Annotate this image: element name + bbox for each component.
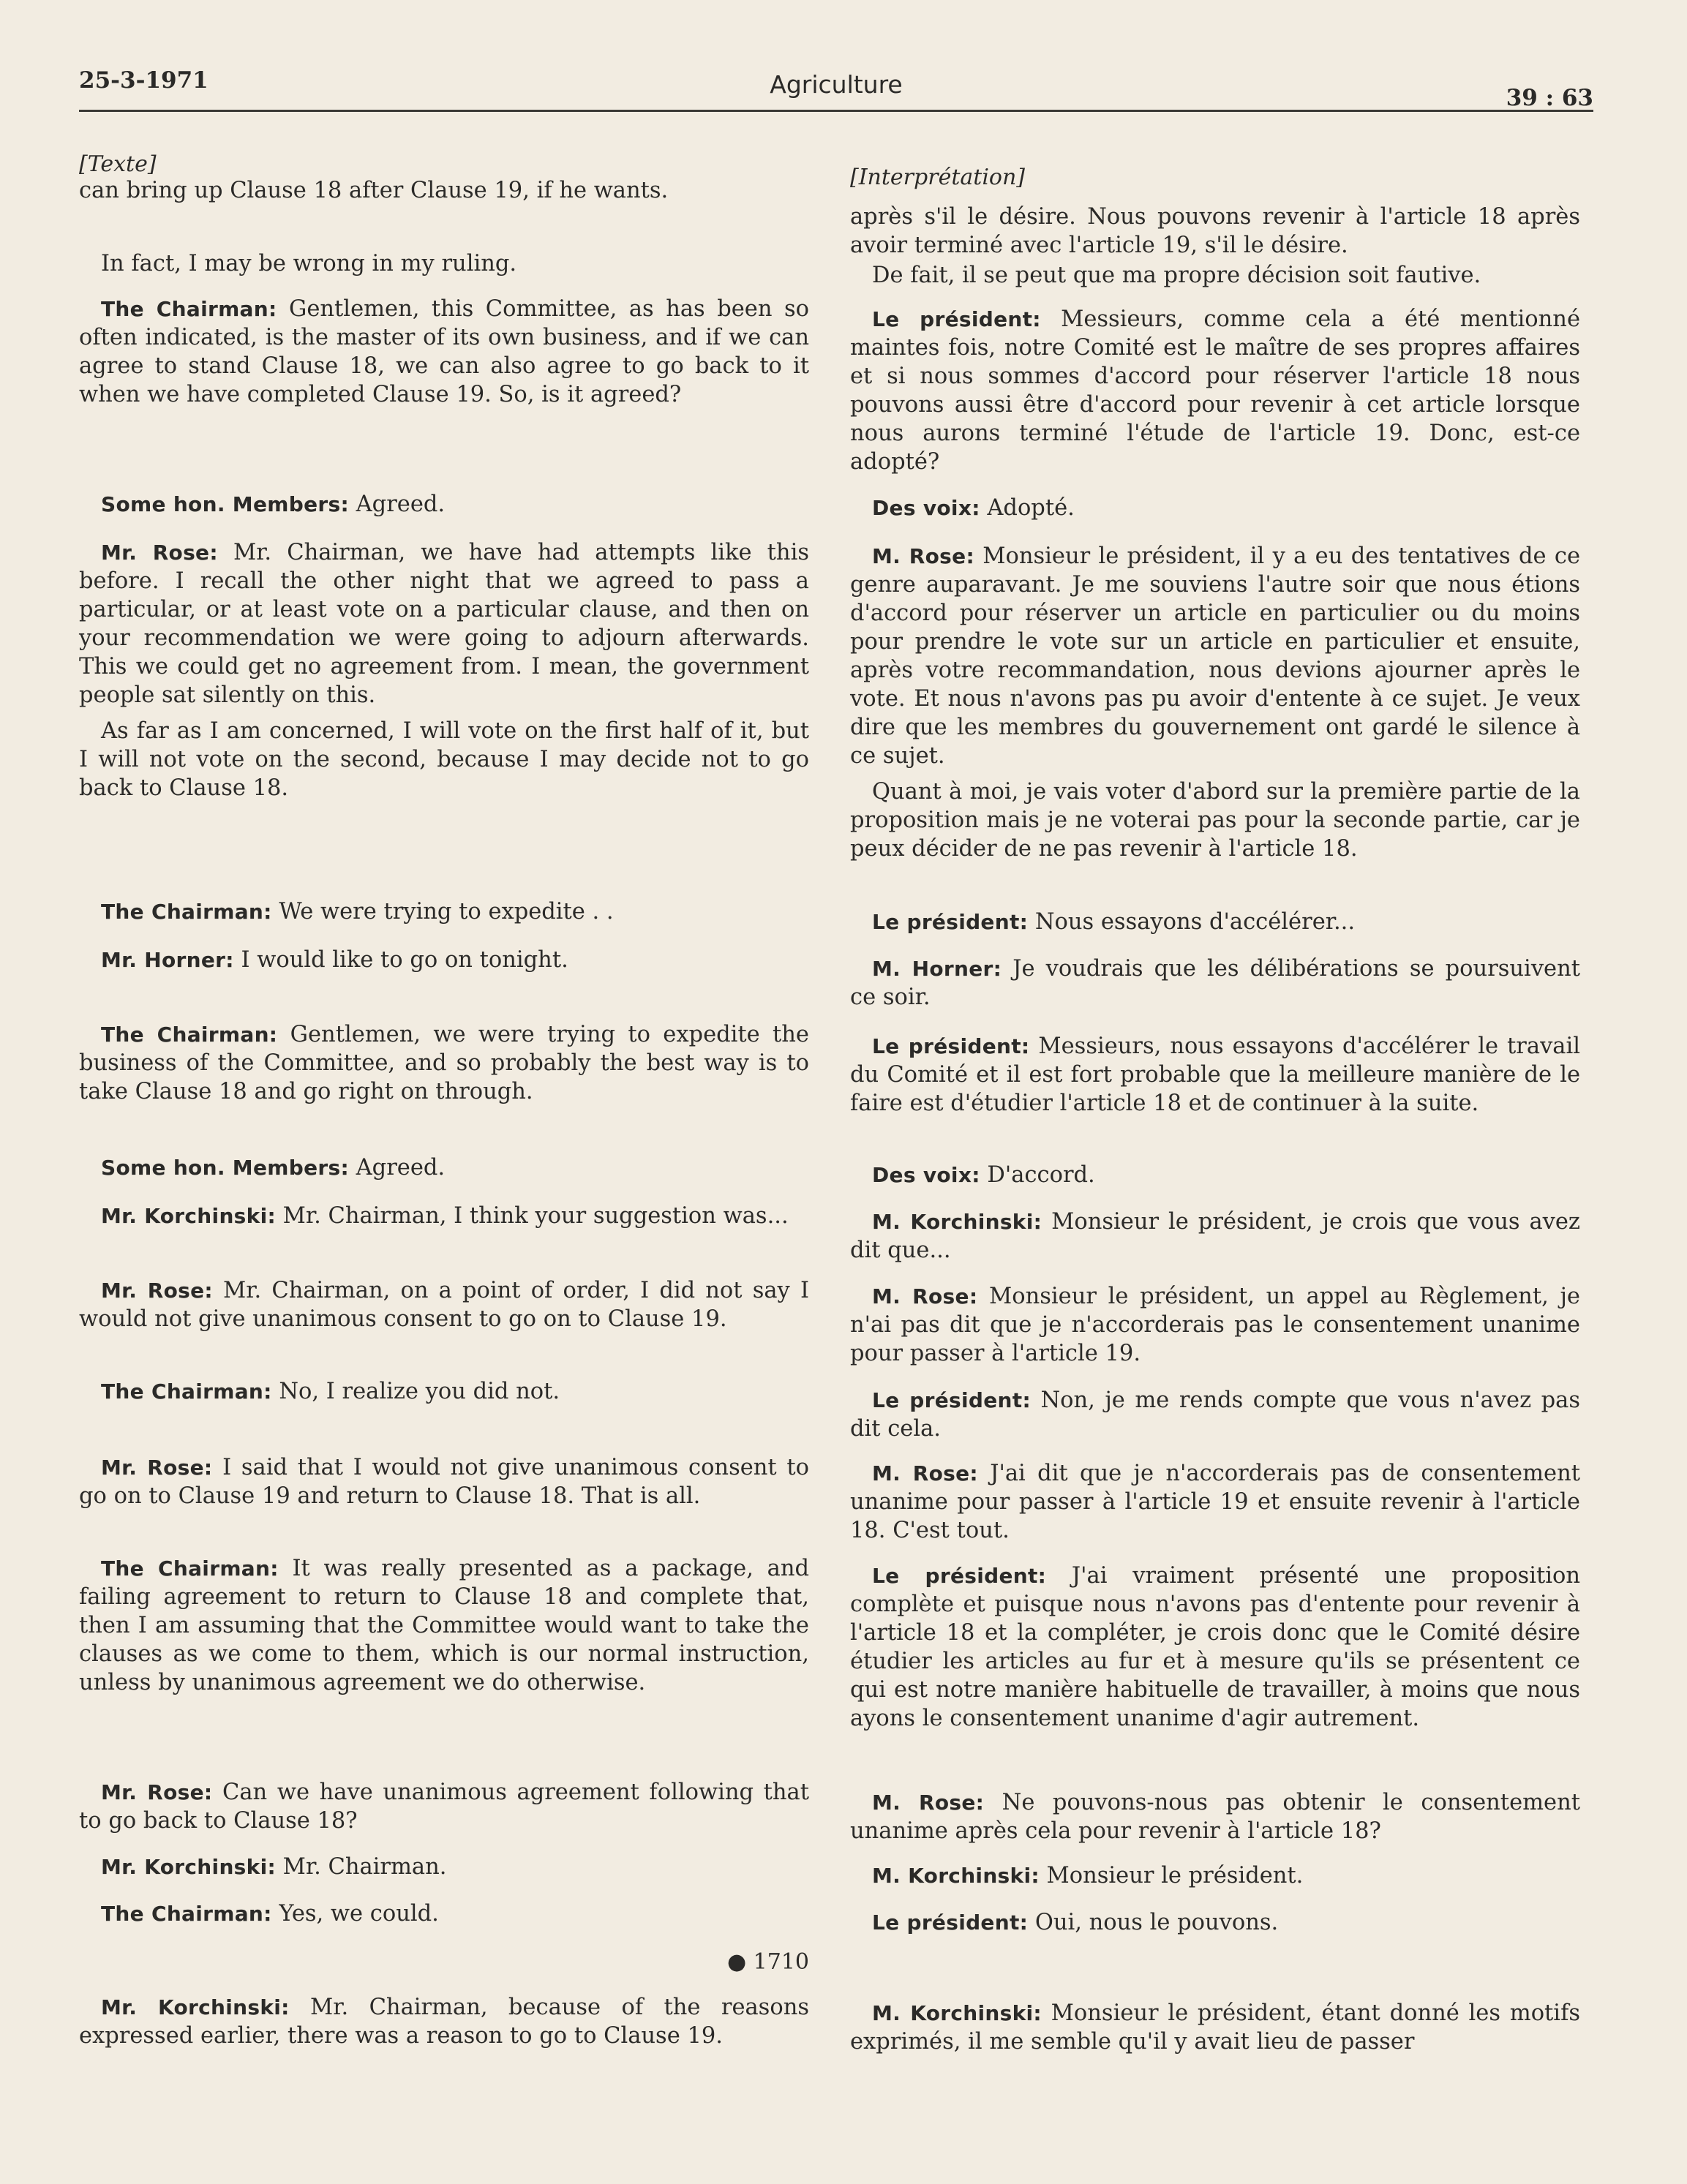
speaker-name: The Chairman: (101, 1379, 272, 1404)
speaker-name: Mr. Horner: (101, 948, 234, 972)
speaker-name: Mr. Rose: (101, 1456, 213, 1480)
speaker-name: Mr. Korchinski: (101, 1204, 276, 1228)
speaker-name: The Chairman: (101, 1023, 278, 1047)
speaker-paragraph: Some hon. Members: Agreed. (101, 492, 446, 517)
speaker-name: The Chairman: (101, 297, 277, 321)
speaker-name: The Chairman: (101, 1556, 279, 1581)
speaker-paragraph: Mr. Rose: Mr. Chairman, on a point of order, I did not say I would not give unanimous consent to go on to Clause 19. (79, 1278, 809, 1332)
speaker-name: Des voix: (872, 1163, 980, 1187)
speaker-paragraph: M. Rose: Ne pouvons-nous pas obtenir le consentement unanime après cela pour revenir à l'article 18? (850, 1790, 1580, 1844)
speaker-name: Le président: (872, 1564, 1047, 1588)
speaker-paragraph: Mr. Rose: Can we have unanimous agreement following that to go back to Clause 18? (79, 1780, 809, 1834)
paragraph: De fait, il se peut que ma propre décision soit fautive. (872, 263, 1481, 288)
speaker-name: M. Rose: (872, 1284, 978, 1308)
time-marker: ● 1710 (726, 1949, 809, 1975)
header-page-number: 39 : 63 (1506, 85, 1593, 111)
speaker-paragraph: The Chairman: We were trying to expedite . . (101, 899, 614, 925)
speaker-name: Le président: (872, 910, 1029, 934)
speaker-paragraph: The Chairman: Gentlemen, this Committee, as has been so often indicated, is the master of its own business, and if we can agree to stand Clause 18, we can also agree to go back to it when we have completed Clause 19. So, is it agreed? (79, 296, 810, 407)
speaker-name: The Chairman: (101, 1902, 272, 1926)
paragraph: après s'il le désire. Nous pouvons revenir à l'article 18 après avoir terminé avec l'article 19, s'il le désire. (850, 204, 1580, 258)
speaker-paragraph: Des voix: D'accord. (872, 1162, 1095, 1188)
paragraph: In fact, I may be wrong in my ruling. (101, 251, 517, 276)
speaker-name: M. Horner: (872, 957, 1002, 981)
speaker-name: M. Korchinski: (872, 1210, 1042, 1234)
speaker-name: Le président: (872, 1388, 1031, 1412)
french-column (850, 150, 1580, 2066)
speaker-name: M. Rose: (872, 544, 974, 568)
speaker-paragraph: M. Horner: Je voudrais que les délibérations se poursuivent ce soir. (850, 956, 1580, 1010)
speaker-name: The Chairman: (101, 900, 272, 924)
speaker-name: Mr. Rose: (101, 1780, 213, 1804)
speaker-paragraph: M. Korchinski: Monsieur le président, étant donné les motifs exprimés, il me semble qu'il y avait lieu de passer (850, 2000, 1581, 2055)
speaker-name: Le président: (872, 1910, 1029, 1935)
speaker-name: M. Rose: (872, 1790, 985, 1815)
speaker-name: Des voix: (872, 496, 980, 520)
speaker-name: Mr. Rose: (101, 1279, 213, 1303)
speaker-paragraph: Le président: Nous essayons d'accélérer... (872, 909, 1356, 935)
speaker-paragraph: M. Rose: Monsieur le président, il y a eu des tentatives de ce genre auparavant. Je me souviens l'autre soir que nous étions d'accord pour réserver un article en particulier ou du moins pour prendre le vote sur un article en particulier et ensuite, après votre recommandation, nous devions ajourner après le vote. Et nous n'avons pas pu avoir d'entente à ce sujet. Je veux dire que les membres du gouvernement ont gardé le silence à ce sujet. (850, 543, 1580, 769)
speaker-paragraph: M. Rose: J'ai dit que je n'accorderais pas de consentement unanime pour passer à l'article 19 et ensuite revenir à l'article 18. C'est tout. (850, 1461, 1580, 1543)
speaker-name: M. Rose: (872, 1461, 978, 1486)
header-title: Agriculture (770, 70, 903, 99)
speaker-paragraph: The Chairman: Gentlemen, we were trying to expedite the business of the Committee, and so probably the best way is to take Clause 18 and go right on through. (79, 1022, 809, 1104)
speaker-paragraph: Mr. Rose: I said that I would not give unanimous consent to go on to Clause 19 and return to Clause 18. That is all. (79, 1455, 809, 1509)
speaker-paragraph: Le président: J'ai vraiment présenté une proposition complète et puisque nous n'avons pas d'entente pour revenir à l'article 18 et la compléter, je crois donc que le Comité désire étudier les articles au fur et à mesure qu'ils se présentent ce qui est notre manière habituelle de travailler, à moins que nous ayons le consentement unanime d'agir autrement. (850, 1563, 1580, 1731)
speaker-name: Some hon. Members: (101, 1156, 349, 1180)
page-header (79, 66, 1593, 112)
speaker-name: Some hon. Members: (101, 492, 349, 516)
speaker-paragraph: Mr. Korchinski: Mr. Chairman, because of the reasons expressed earlier, there was a reason to go to Clause 19. (79, 1995, 809, 2049)
speaker-paragraph: Mr. Korchinski: Mr. Chairman. (101, 1854, 447, 1880)
speaker-name: Mr. Rose: (101, 541, 218, 565)
speaker-paragraph: Le président: Non, je me rends compte que vous n'avez pas dit cela. (850, 1387, 1581, 1442)
speaker-paragraph: Des voix: Adopté. (872, 495, 1075, 521)
speaker-paragraph: The Chairman: No, I realize you did not. (101, 1379, 560, 1404)
column-label: [Texte] (79, 151, 157, 177)
header-date: 25-3-1971 (79, 67, 208, 94)
speaker-name: Mr. Korchinski: (101, 1855, 276, 1879)
speaker-paragraph: Mr. Rose: Mr. Chairman, we have had attempts like this before. I recall the other night that we agreed to pass a particular, or at least vote on a particular clause, and then on your recommendation we were going to adjourn afterwards. This we could get no agreement from. I mean, the government people sat silently on this. (79, 540, 809, 708)
speaker-paragraph: M. Korchinski: Monsieur le président. (872, 1863, 1304, 1889)
speaker-name: Le président: (872, 1034, 1030, 1058)
speaker-name: Mr. Korchinski: (101, 1995, 290, 2019)
speaker-name: M. Korchinski: (872, 2001, 1042, 2025)
speaker-paragraph: Le président: Oui, nous le pouvons. (872, 1910, 1279, 1935)
speaker-paragraph: The Chairman: Yes, we could. (101, 1901, 439, 1927)
paragraph: can bring up Clause 18 after Clause 19, if he wants. (79, 178, 669, 203)
speaker-name: M. Korchinski: (872, 1864, 1040, 1888)
speaker-paragraph: M. Rose: Monsieur le président, un appel au Règlement, je n'ai pas dit que je n'accorderais pas le consentement unanime pour passer à l'article 19. (850, 1284, 1580, 1366)
speaker-paragraph: Le président: Messieurs, comme cela a été mentionné maintes fois, notre Comité est le maître de ses propres affaires et si nous sommes d'accord pour réserver l'article 18 nous pouvons aussi être d'accord pour revenir à cet article lorsque nous aurons terminé l'étude de l'article 19. Donc, est-ce adopté? (850, 306, 1580, 475)
speaker-paragraph: Le président: Messieurs, nous essayons d'accélérer le travail du Comité et il est fort probable que la meilleure manière de le faire est d'étudier l'article 18 et de continuer à la suite. (850, 1033, 1580, 1116)
paragraph: Quant à moi, je vais voter d'abord sur la première partie de la proposition mais je ne voterai pas pour la seconde partie, car je peux décider de ne pas revenir à l'article 18. (850, 779, 1580, 862)
column-label: [Interprétation] (850, 165, 1026, 190)
speaker-paragraph: Mr. Horner: I would like to go on tonight. (101, 947, 568, 973)
speaker-name: Le président: (872, 307, 1041, 331)
speaker-paragraph: Mr. Korchinski: Mr. Chairman, I think your suggestion was... (101, 1203, 789, 1229)
speaker-paragraph: Some hon. Members: Agreed. (101, 1155, 446, 1181)
speaker-paragraph: The Chairman: It was really presented as a package, and failing agreement to return to Clause 18 and complete that, then I am assuming that the Committee would want to take the clauses as we come to them, which is our normal instruction, unless by unanimous agreement we do otherwise. (79, 1556, 809, 1695)
paragraph: As far as I am concerned, I will vote on the first half of it, but I will not vote on the second, because I may decide not to go back to Clause 18. (79, 718, 809, 801)
speaker-paragraph: M. Korchinski: Monsieur le président, je crois que vous avez dit que... (850, 1209, 1581, 1263)
english-column (79, 150, 809, 2066)
